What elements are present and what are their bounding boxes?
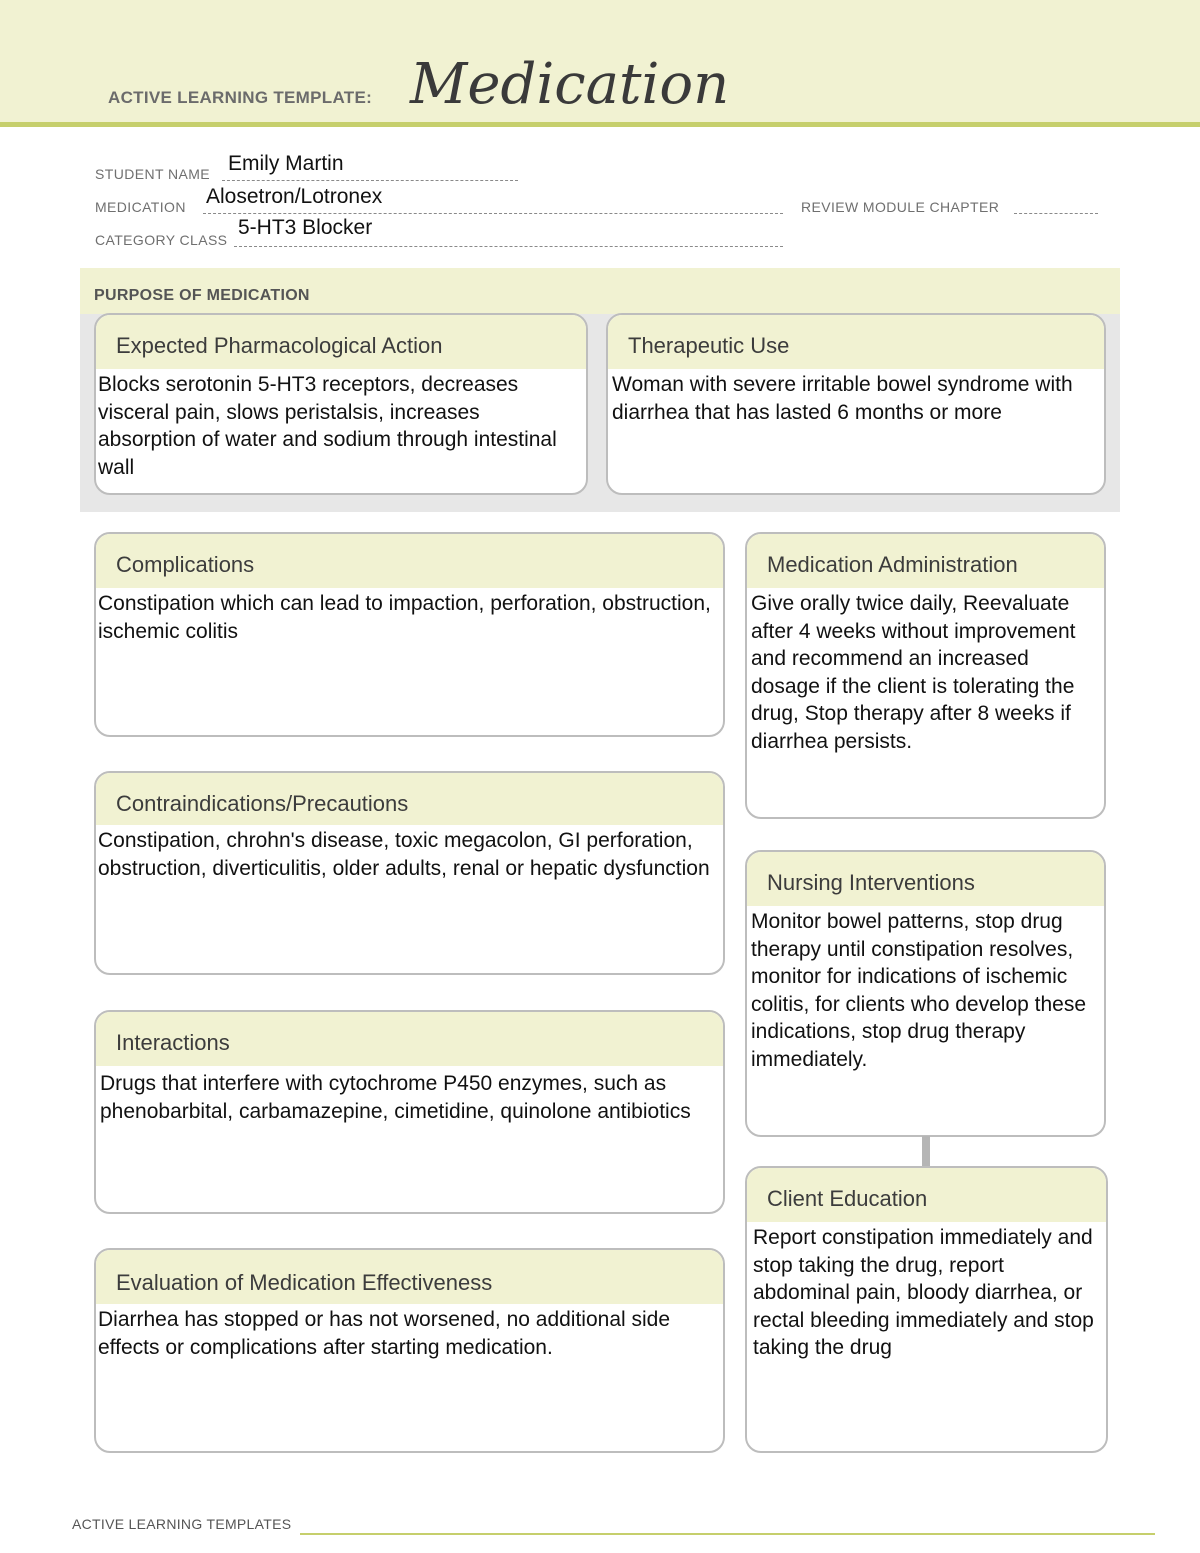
- interactions-title: Interactions: [96, 1012, 723, 1066]
- connector-line: [922, 1136, 930, 1166]
- therapeutic-use-text[interactable]: Woman with severe irritable bowel syndrome with diarrhea that has lasted 6 months or more: [612, 373, 1073, 424]
- medication-label: MEDICATION: [95, 199, 186, 215]
- therapeutic-use-title: Therapeutic Use: [608, 315, 1104, 369]
- complications-text[interactable]: Constipation which can lead to impaction, perforation, obstruction, ischemic colitis: [98, 592, 711, 643]
- template-label: ACTIVE LEARNING TEMPLATE:: [108, 88, 373, 107]
- administration-text[interactable]: Give orally twice daily, Reevaluate after 4 weeks without improvement and recommend an increased dosage if the client is tolerating the drug, Stop therapy after 8 weeks if diarrhea persists.: [751, 592, 1076, 753]
- contraindications-box: [94, 771, 725, 975]
- header-divider: [0, 122, 1200, 127]
- medication-line: [203, 213, 783, 214]
- category-class-line: [234, 246, 783, 247]
- therapeutic-use-box: [606, 313, 1106, 495]
- complications-title: Complications: [96, 534, 723, 588]
- evaluation-text[interactable]: Diarrhea has stopped or has not worsened, no additional side effects or complications after starting medication.: [98, 1308, 671, 1359]
- student-name-label: STUDENT NAME: [95, 166, 210, 182]
- nursing-interventions-title: Nursing Interventions: [747, 852, 1104, 906]
- expected-action-title: Expected Pharmacological Action: [96, 315, 586, 369]
- interactions-text[interactable]: Drugs that interfere with cytochrome P450 enzymes, such as phenobarbital, carbamazepine, cimetidine, quinolone antibiotics: [100, 1072, 691, 1123]
- administration-title: Medication Administration: [747, 534, 1104, 588]
- contraindications-title: Contraindications/Precautions: [96, 773, 723, 825]
- administration-box: [745, 532, 1106, 819]
- review-module-line[interactable]: [1014, 213, 1098, 214]
- expected-action-text[interactable]: Blocks serotonin 5-HT3 receptors, decreases visceral pain, slows peristalsis, increases absorption of water and sodium through intestinal wall: [98, 373, 557, 479]
- contraindications-text[interactable]: Constipation, chrohn's disease, toxic megacolon, GI perforation, obstruction, diverticulitis, older adults, renal or hepatic dysfunction: [98, 829, 710, 880]
- interactions-box: [94, 1010, 725, 1214]
- nursing-interventions-box: [745, 850, 1106, 1137]
- purpose-section-label: PURPOSE OF MEDICATION: [94, 287, 310, 304]
- evaluation-box: [94, 1248, 725, 1453]
- nursing-interventions-text[interactable]: Monitor bowel patterns, stop drug therapy until constipation resolves, monitor for indications of ischemic colitis, for clients who develop these indications, stop drug therapy immediately.: [751, 910, 1087, 1071]
- footer-divider: [300, 1533, 1155, 1535]
- evaluation-title: Evaluation of Medication Effectiveness: [96, 1250, 723, 1304]
- review-module-label: REVIEW MODULE CHAPTER: [801, 199, 1000, 215]
- page-title: Medication: [410, 52, 730, 117]
- category-class-label: CATEGORY CLASS: [95, 232, 228, 248]
- category-class-value[interactable]: 5-HT3 Blocker: [238, 216, 373, 239]
- medication-value[interactable]: Alosetron/Lotronex: [206, 185, 383, 208]
- student-name-value[interactable]: Emily Martin: [228, 152, 344, 175]
- complications-box: [94, 532, 725, 737]
- client-education-title: Client Education: [747, 1168, 1106, 1222]
- footer-label: ACTIVE LEARNING TEMPLATES: [72, 1516, 292, 1532]
- student-name-line: [222, 180, 518, 181]
- client-education-box: [745, 1166, 1108, 1453]
- expected-action-box: [94, 313, 588, 495]
- client-education-text[interactable]: Report constipation immediately and stop taking the drug, report abdominal pain, bloody diarrhea, or rectal bleeding immediately and stop taking the drug: [753, 1226, 1094, 1359]
